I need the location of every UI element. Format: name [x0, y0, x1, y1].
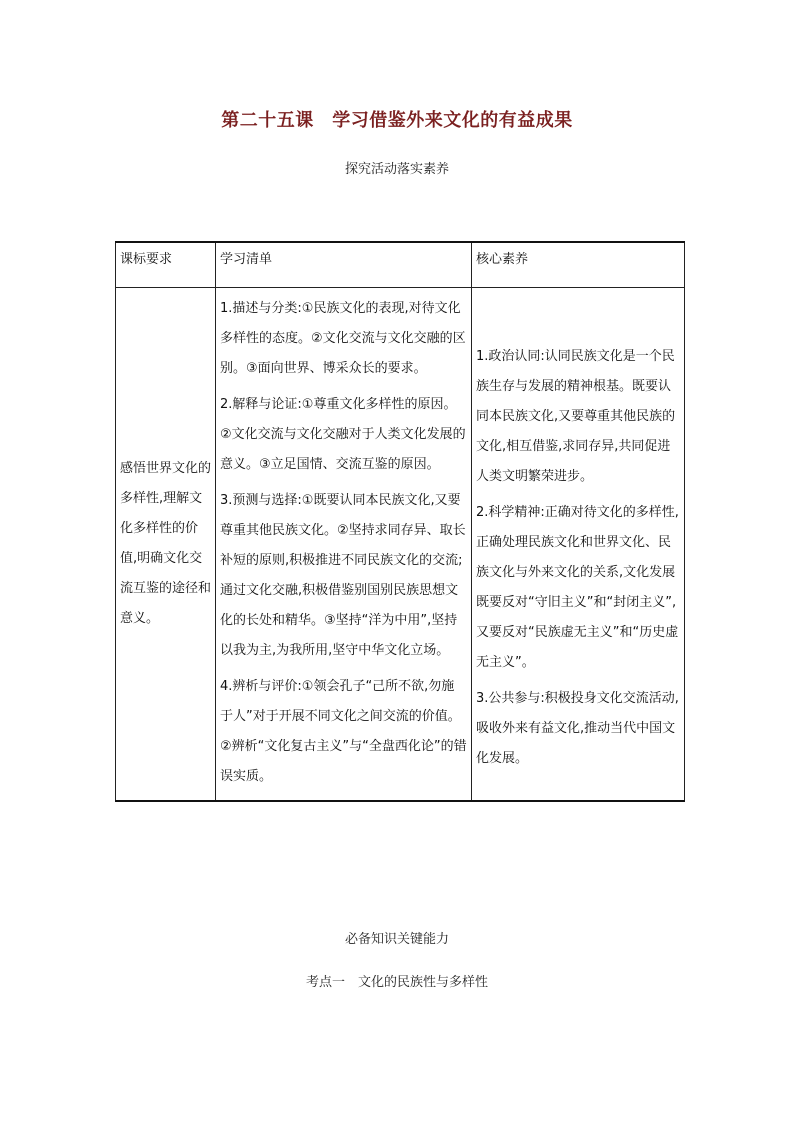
literacy-item-3: 3.公共参与:积极投身文化交流活动,吸收外来有益文化,推动当代中国文化发展。: [476, 691, 679, 766]
study-item-3: 3.预测与选择:①既要认同本民族文化,又要尊重其他民族文化。②坚持求同存异、取长补短的原则,积极推进不同民族文化的交流;通过文化交融,积极借鉴别国别民族思想文化的长处和精华。③坚持“洋为中用”,坚持以我为主,为我所用,坚守中华文化立场。: [220, 493, 466, 658]
study-item-2: 2.解释与论证:①尊重文化多样性的原因。②文化交流与文化交融对于人类文化发展的意义。③立足国情、交流互鉴的原因。: [220, 397, 466, 472]
study-list-cell: [216, 288, 472, 802]
core-literacy-cell: [472, 288, 685, 802]
header-core-literacy: 核心素养: [472, 242, 685, 288]
table-body-row: [116, 288, 685, 802]
requirement-text: 感悟世界文化的多样性,理解文化多样性的价值,明确文化交流互鉴的途径和意义。: [120, 461, 212, 626]
literacy-item-2: 2.科学精神:正确对待文化的多样性,正确处理民族文化和世界文化、民族文化与外来文化的关系,文化发展既要反对“守旧主义”和“封闭主义”,又要反对“民族虚无主义”和“历史虚无主义”。: [476, 505, 679, 670]
literacy-item-1: 1.政治认同:认同民族文化是一个民族生存与发展的精神根基。既要认同本民族文化,又要尊重其他民族的文化,相互借鉴,求同存异,共同促进人类文明繁荣进步。: [476, 349, 676, 484]
study-item-1: 1.描述与分类:①民族文化的表现,对待文化多样性的态度。②文化交流与文化交融的区别。③面向世界、博采众长的要求。: [220, 301, 466, 376]
table-header-row: [116, 242, 685, 288]
section-subtitle: 探究活动落实素养: [344, 162, 449, 177]
topic-heading: 考点一 文化的民族性与多样性: [305, 975, 488, 990]
requirement-cell: [116, 288, 216, 802]
study-item-4: 4.辨析与评价:①领会孔子“己所不欲,勿施于人”对于开展不同文化之间交流的价值。②辨析“文化复古主义”与“全盘西化论”的错误实质。: [220, 679, 467, 784]
header-requirement: 课标要求: [116, 242, 216, 288]
lesson-title: 第二十五课 学习借鉴外来文化的有益成果: [221, 110, 573, 131]
curriculum-table: [115, 241, 685, 802]
section-heading: 必备知识关键能力: [344, 932, 449, 947]
header-study-list: 学习清单: [216, 242, 472, 288]
